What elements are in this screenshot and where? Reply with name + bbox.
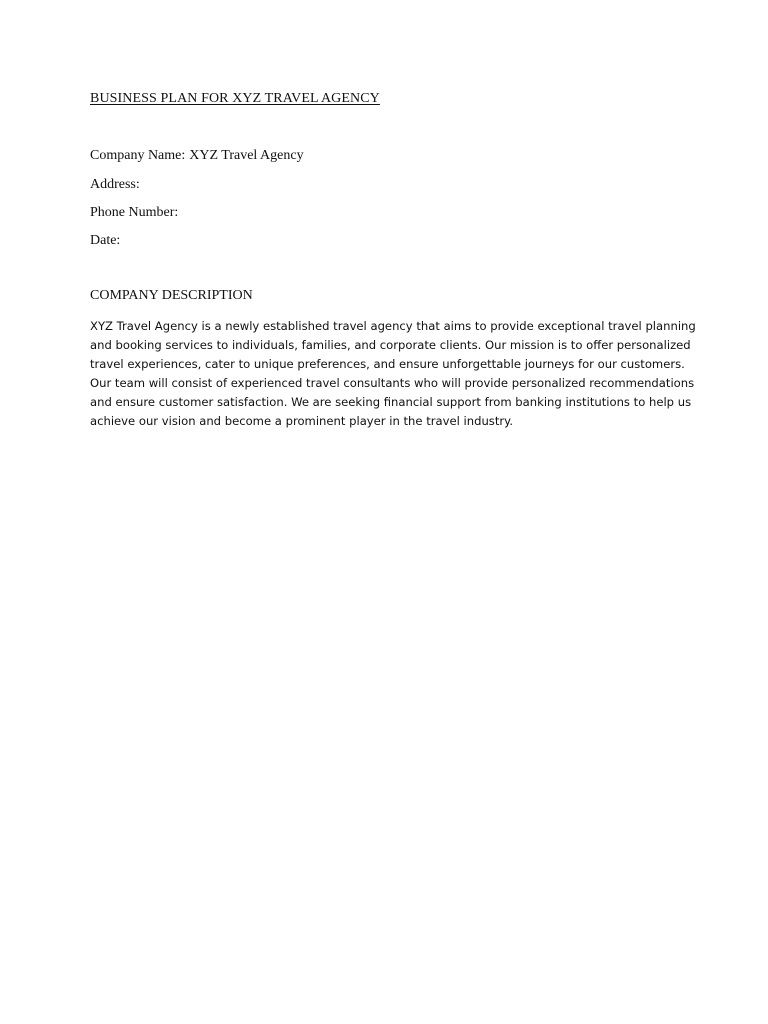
company-name-field <box>90 148 304 164</box>
address-label: Address: <box>90 177 140 192</box>
document-title: BUSINESS PLAN FOR XYZ TRAVEL AGENCY <box>90 91 380 106</box>
paragraph-line: achieve our vision and become a prominent player in the travel industry. <box>90 413 514 428</box>
company-name-label: Company Name: <box>90 148 186 163</box>
paragraph-line: Our team will consist of experienced travel consultants who will provide personalized recommendations <box>90 375 695 390</box>
paragraph-line: XYZ Travel Agency is a newly established travel agency that aims to provide exceptional travel planning <box>90 319 696 333</box>
paragraph-line: and ensure customer satisfaction. We are seeking financial support from banking institutions to help us <box>90 394 692 409</box>
company-description-paragraph <box>90 317 696 430</box>
date-label: Date: <box>90 233 121 248</box>
company-name-value: XYZ Travel Agency <box>189 148 304 163</box>
address-field <box>90 177 140 193</box>
phone-number-label: Phone Number: <box>90 205 179 220</box>
phone-number-field <box>90 205 178 221</box>
paragraph-line: travel experiences, cater to unique preferences, and ensure unforgettable journeys for our customers. <box>90 356 685 371</box>
paragraph-line: and booking services to individuals, families, and corporate clients. Our mission is to offer personalized <box>90 337 691 352</box>
company-description-heading: COMPANY DESCRIPTION <box>90 288 253 303</box>
date-field <box>90 233 120 249</box>
